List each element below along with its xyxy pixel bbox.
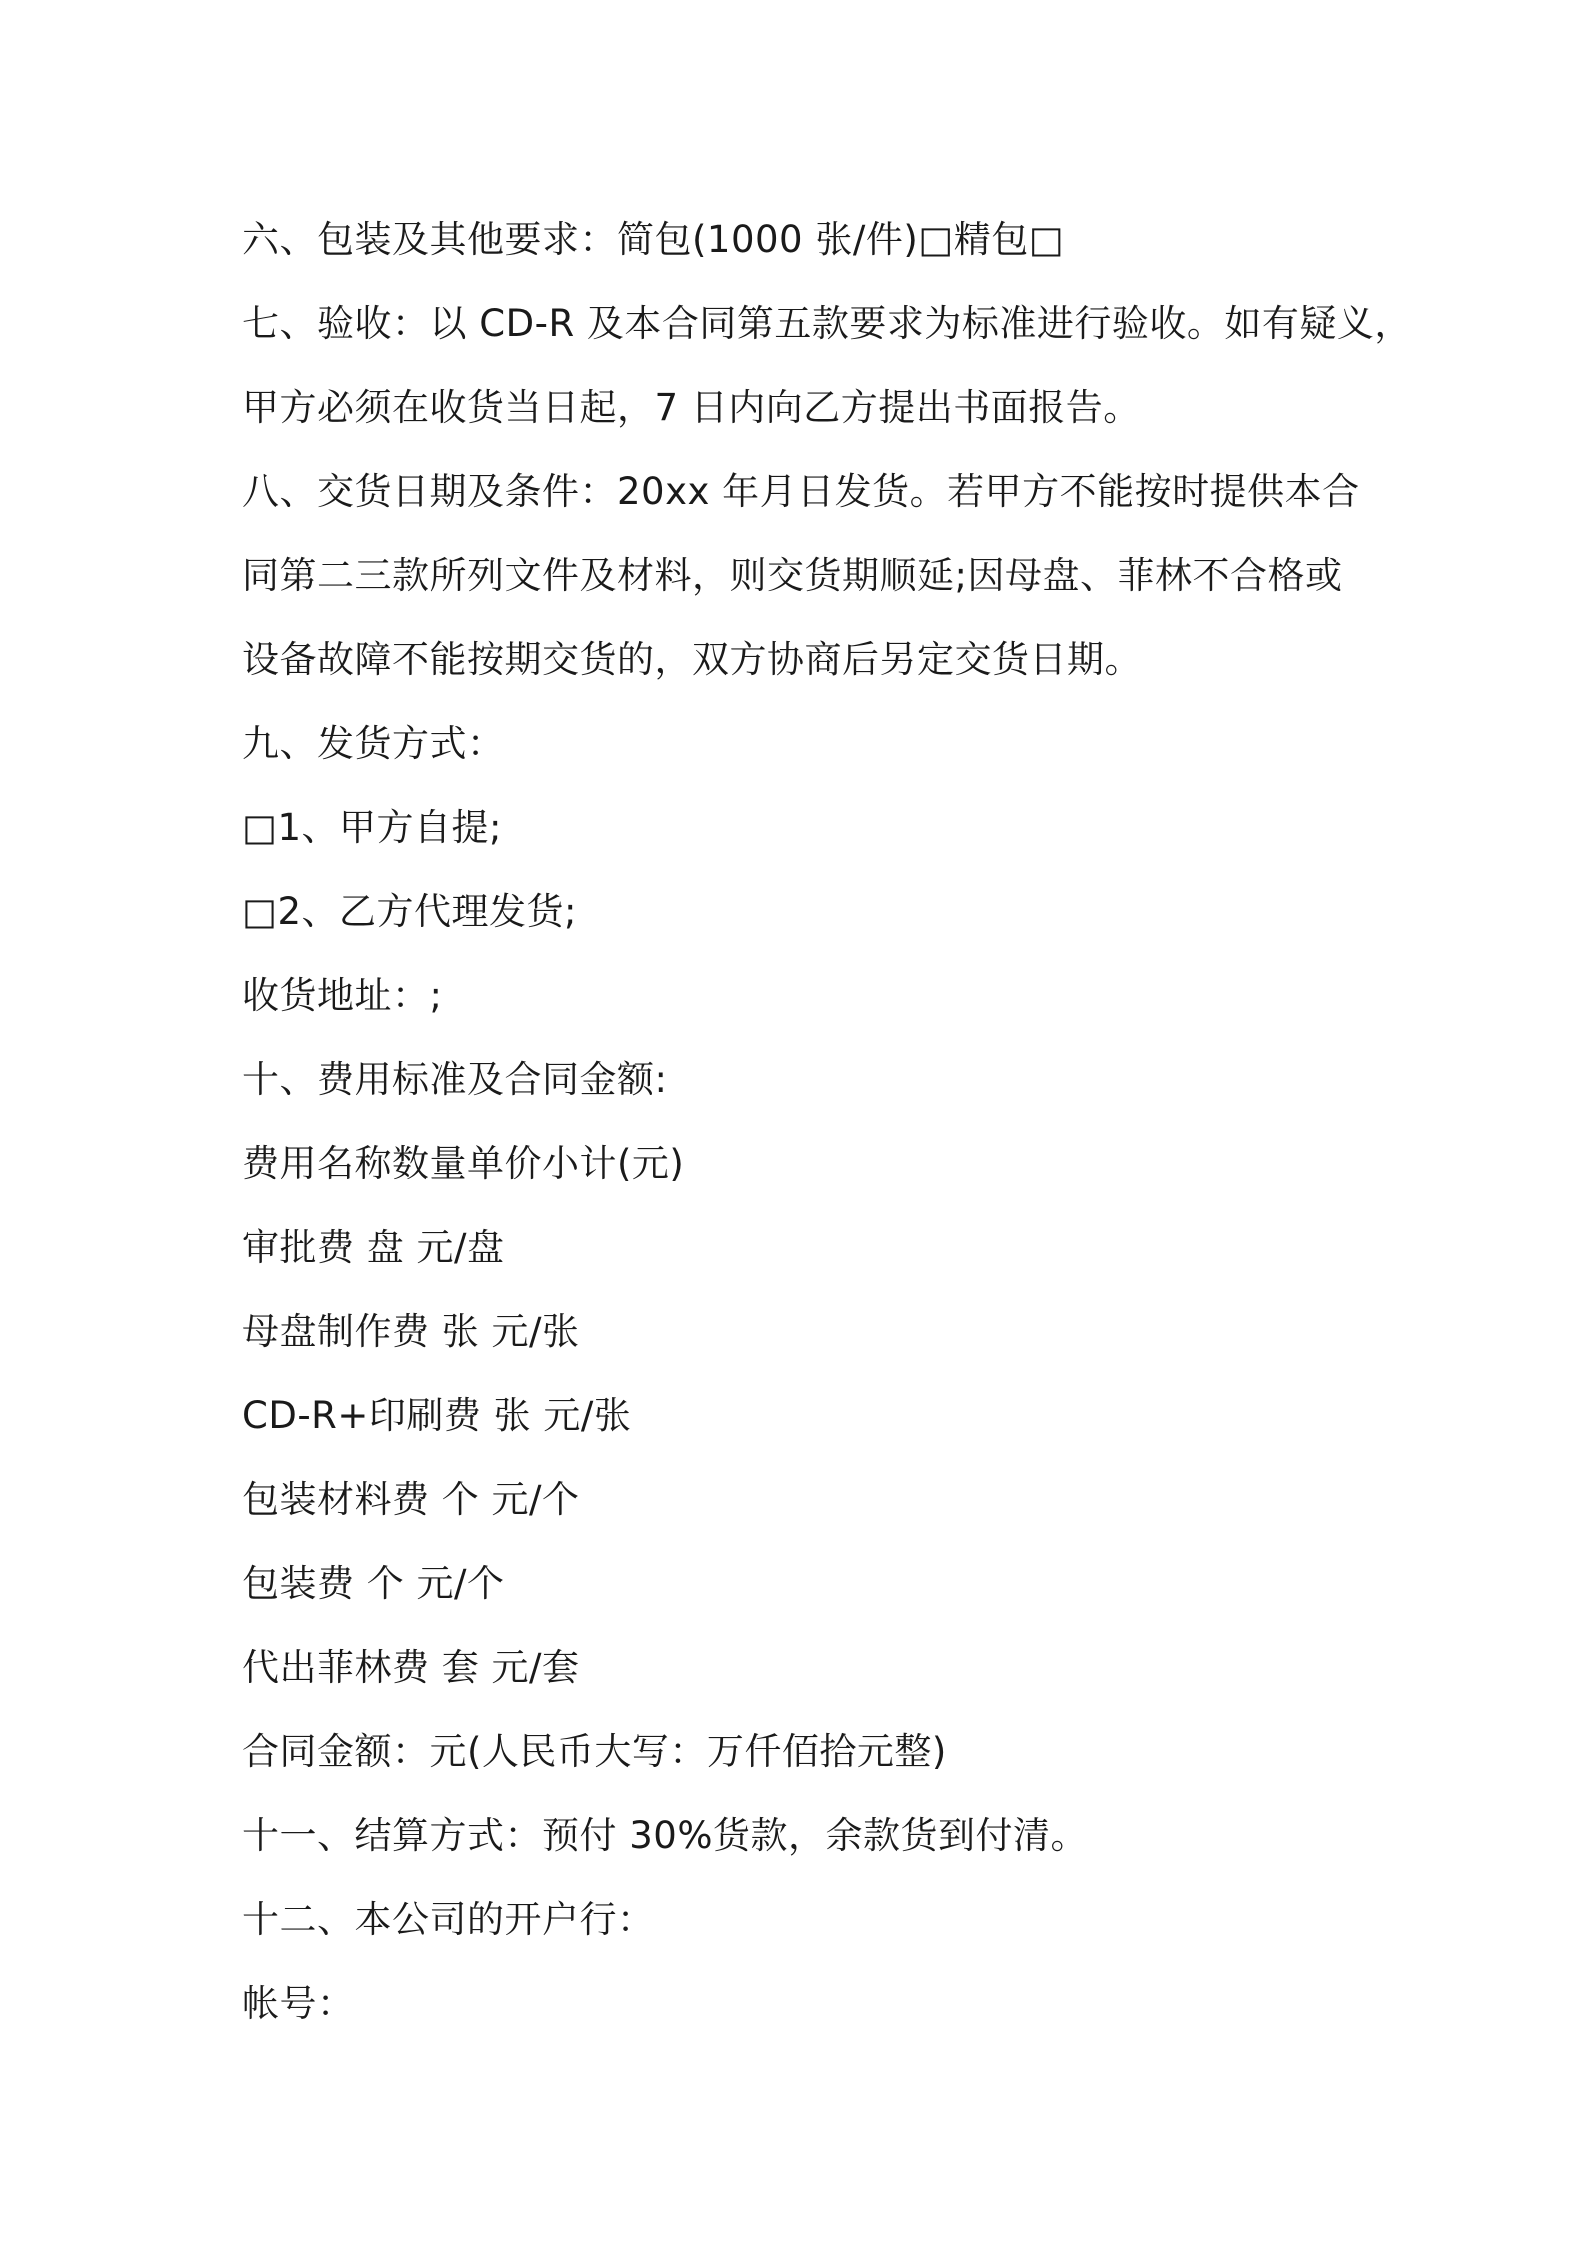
clause-8-delivery-cont-2: 设备故障不能按期交货的，双方协商后另定交货日期。 bbox=[242, 638, 1142, 681]
fee-row-approval: 审批费 盘 元/盘 bbox=[242, 1226, 505, 1269]
clause-9-shipping: 九、发货方式： bbox=[242, 722, 505, 765]
fee-row-cdr-printing: CD-R+印刷费 张 元/张 bbox=[242, 1394, 632, 1437]
fee-row-packaging: 包装费 个 元/个 bbox=[242, 1562, 505, 1605]
clause-8-delivery-cont-1: 同第二三款所列文件及材料，则交货期顺延;因母盘、菲林不合格或 bbox=[242, 554, 1343, 597]
clause-6-packaging: 六、包装及其他要求：简包(1000 张/件)□精包□ bbox=[242, 218, 1065, 261]
fee-row-master-disc: 母盘制作费 张 元/张 bbox=[242, 1310, 580, 1353]
clause-10-fees: 十、费用标准及合同金额: bbox=[242, 1058, 668, 1101]
clause-12-bank: 十二、本公司的开户行： bbox=[242, 1898, 655, 1941]
account-number: 帐号： bbox=[242, 1982, 355, 2025]
shipping-option-1: □1、甲方自提; bbox=[242, 806, 502, 849]
shipping-address: 收货地址：; bbox=[242, 974, 443, 1017]
fee-row-packaging-material: 包装材料费 个 元/个 bbox=[242, 1478, 580, 1521]
fee-row-film: 代出菲林费 套 元/套 bbox=[242, 1646, 580, 1689]
shipping-option-2: □2、乙方代理发货; bbox=[242, 890, 577, 933]
contract-amount: 合同金额：元(人民币大写：万仟佰拾元整) bbox=[242, 1730, 947, 1773]
clause-7-acceptance: 七、验收：以 CD-R 及本合同第五款要求为标准进行验收。如有疑义， bbox=[242, 302, 1412, 345]
clause-7-acceptance-cont: 甲方必须在收货当日起，7 日内向乙方提出书面报告。 bbox=[242, 386, 1141, 429]
fee-table-header: 费用名称数量单价小计(元) bbox=[242, 1142, 685, 1185]
clause-8-delivery: 八、交货日期及条件：20xx 年月日发货。若甲方不能按时提供本合 bbox=[242, 470, 1360, 513]
clause-11-settlement: 十一、结算方式：预付 30%货款，余款货到付清。 bbox=[242, 1814, 1088, 1857]
document-body bbox=[242, 198, 1412, 2046]
